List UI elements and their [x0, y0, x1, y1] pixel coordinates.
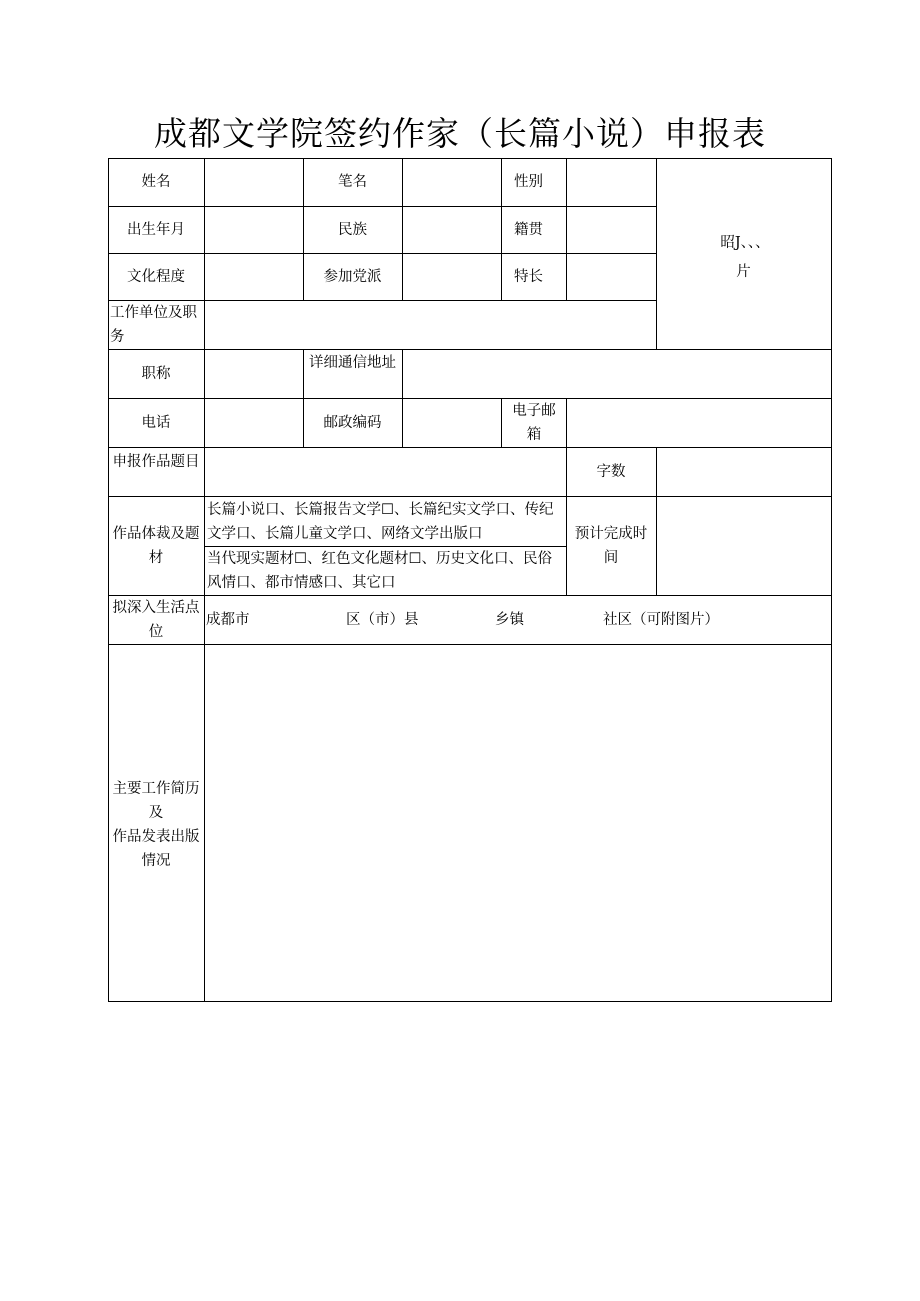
work-title-field[interactable] — [204, 447, 566, 496]
topic-options[interactable]: 当代现实题材☐、红色文化题材☐、历史文化口、民俗风情口、都市情感口、其它口 — [207, 551, 552, 591]
label-work-unit: 工作单位及职务 — [110, 304, 197, 345]
address-field[interactable] — [402, 349, 832, 398]
resume-line3: 作品发表出版 — [112, 829, 200, 845]
resume-line2: 及 — [148, 805, 164, 821]
resume-line4: 情况 — [141, 853, 171, 869]
party-field[interactable] — [402, 253, 501, 300]
genre-options[interactable]: 长篇小说口、长篇报告文学☐、长篇纪实文学口、传纪文学口、长篇儿童文学口、网络文学出版口 — [207, 501, 554, 542]
name-field[interactable] — [204, 158, 303, 206]
photo-label-line1: 昭J、、、 — [720, 234, 770, 251]
loc-community: 社区（可附图片） — [603, 611, 719, 628]
label-postcode: 邮政编码 — [323, 414, 382, 431]
label-title-rank: 职称 — [141, 365, 171, 382]
est-completion-field[interactable] — [656, 496, 832, 595]
work-unit-field[interactable] — [204, 300, 656, 349]
label-address: 详细通信地址 — [309, 355, 396, 371]
page-title: 成都文学院签约作家（长篇小说）申报表 — [154, 114, 766, 153]
label-genre-topic: 作品体裁及题材 — [112, 525, 200, 566]
word-count-field[interactable] — [656, 447, 832, 496]
label-word-count: 字数 — [596, 463, 626, 480]
label-work-title: 申报作品题目 — [112, 454, 200, 470]
label-party: 参加党派 — [323, 268, 382, 285]
label-phone: 电话 — [141, 414, 171, 431]
label-life-location: 拟深入生活点位 — [112, 599, 200, 640]
loc-town: 乡镇 — [495, 611, 524, 628]
loc-district: 区（市）县 — [346, 611, 419, 628]
postcode-field[interactable] — [402, 398, 501, 447]
photo-placeholder[interactable] — [656, 158, 832, 349]
native-place-field[interactable] — [566, 206, 656, 253]
email-field[interactable] — [566, 398, 832, 447]
education-field[interactable] — [204, 253, 303, 300]
label-name: 姓名 — [141, 174, 171, 190]
label-native-place: 籍贯 — [514, 221, 543, 238]
ethnicity-field[interactable] — [402, 206, 501, 253]
label-birth: 出生年月 — [127, 221, 185, 238]
birth-field[interactable] — [204, 206, 303, 253]
label-education: 文化程度 — [127, 268, 185, 285]
label-specialty: 特长 — [514, 268, 543, 285]
label-pen-name: 笔名 — [338, 174, 367, 190]
label-ethnicity: 民族 — [338, 221, 367, 238]
label-resume — [108, 644, 204, 1002]
label-est-completion: 预计完成时间 — [574, 525, 648, 566]
label-gender: 性别 — [514, 174, 543, 190]
pen-name-field[interactable] — [402, 158, 501, 206]
specialty-field[interactable] — [566, 253, 656, 300]
loc-city: 成都市 — [206, 611, 250, 628]
photo-label-line2: 片 — [736, 263, 751, 280]
resume-line1: 主要工作简历 — [112, 781, 200, 797]
title-rank-field[interactable] — [204, 349, 303, 398]
phone-field[interactable] — [204, 398, 303, 447]
gender-field[interactable] — [566, 158, 656, 206]
label-email: 电子邮箱 — [512, 402, 556, 443]
resume-field[interactable] — [204, 644, 832, 1002]
